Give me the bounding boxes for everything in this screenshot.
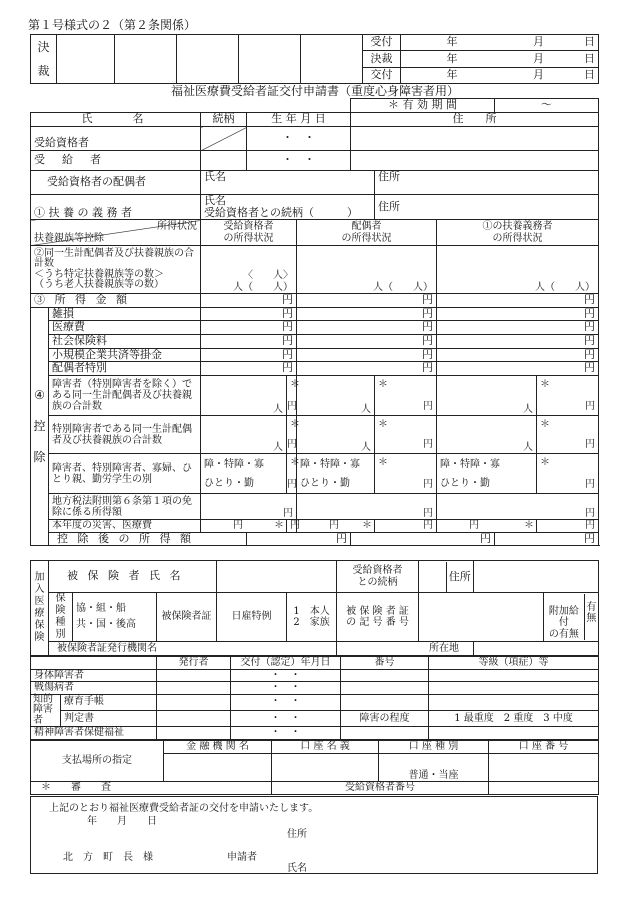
- relation-header: 続柄: [201, 113, 247, 127]
- eligible-address[interactable]: [351, 127, 599, 151]
- declaration-box: 上記のとおり福祉医療費受給者証の交付を申請いたします。 年 月 日 住所 北 方 町 長 様 申請者 氏名: [30, 796, 598, 874]
- handicap-table: 発行者 交付（認定）年月日 番号 等級（項症）等 身体障害者 ・ ・ 戦傷病者 ・ ・ 知的 障害者 療育手帳 ・ ・ 判定書 ・ ・ 障害の程度 1 最重度 2 重度 3 中度 精神障害者保健福祉 ・ ・: [30, 656, 599, 740]
- recipient-label: 受 給 者: [31, 151, 201, 171]
- insured-address-field[interactable]: [474, 561, 599, 593]
- main-form: ＊ 有 効 期 間 ～ 氏 名 続柄 生 年 月 日 住 所 受給資格者 ・ ・ 受 給 者 ・ ・ 受給資格者の配偶者 氏名 住所 ① 扶 養 の 義 務 者 氏名 受給資格者との続柄（ ） 住所 所得状況 扶養親族等控除 受給資格者 の所得状況 配偶者 の所得状況 ①の扶養義務者 の所得状況 ②同一生計配偶者及び扶養親族の合計数 ＜うち特定扶養親族等の数＞ （うち老人扶養親族等の数） 〈 人〉 人（ 人） 人（ 人） 人（ 人） ③ 所 得 金 額 円 円 円 ④ 控 除 雑損 円 円 円 医療費 円 円 円 社会保険料 円 円 円 小規模企業共済等掛金 円 円 円 配偶者特別 円 円 円 障害者（特別障害者を除く）である同一生計配偶者及び扶養親族の合計数 人 ＊ 円 人 ＊ 円 人 ＊ 円 特別障害者である同一生計配偶者及び扶養親族の合計数 人 ＊ 円 人 ＊ 円 人 ＊ 円 障害者、特別障害者、寡婦、ひとり親、勤労学生の別 障・特障・寡 ひとり・勤 ＊ 円 障・特障・寡 ひとり・勤 ＊ 円 障・特障・寡 ひとり・勤 ＊ 円 地方税法附則第６条第１項の免除に係る所得額 円 円 円 本年度の災害、医療費 円 ＊ 円 円 ＊ 円 円 ＊ 円 控 除 後 の 所 得 額 円 円 円: [30, 98, 599, 546]
- card-number-field[interactable]: [419, 593, 544, 642]
- approval-table: 決 裁 受付 年 月 日 決裁 年 月 日 交付 年 月 日: [30, 34, 599, 84]
- insurance-table: 加 入 医 療 保 険 被 保 険 者 氏 名 受給資格者 との続柄 住所 保 険 種 別 協・組・船 共・国・後高 被保険者証 日雇特例 1 本人 2 家族 被 保 険 者 証 の 記 号 番 号 附加給付 の有無 有 無 被保険者証発行機関名 所在地: [30, 560, 599, 656]
- approval-label: 決 裁: [31, 35, 57, 84]
- income-header-cell: 所得状況 扶養親族等控除: [31, 220, 201, 246]
- insured-name-field[interactable]: [217, 561, 337, 593]
- dob-header: 生 年 月 日: [247, 113, 351, 127]
- after-deduction-label: 控 除 後 の 所 得 額: [49, 532, 247, 546]
- received-label: 受付: [363, 35, 401, 51]
- dependents-label: ②同一生計配偶者及び扶養親族の合計数 ＜うち特定扶養親族等の数＞ （うち老人扶養親族等の数）: [31, 246, 201, 294]
- form-title: 福祉医療費受給者証交付申請書（重度心身障害者用）: [170, 84, 459, 98]
- supporter-label: ① 扶 養 の 義 務 者: [31, 195, 201, 220]
- eligible-label: 受給資格者: [31, 127, 201, 151]
- form-number: 第１号様式の２（第２条関係）: [28, 18, 197, 32]
- validity-period[interactable]: ～: [495, 99, 599, 113]
- deduction-side-label: ④ 控 除: [31, 307, 49, 545]
- address-header: 住 所: [351, 113, 599, 127]
- payment-table: 支払場所の指定 金 融 機 関 名 口 座 名 義 口 座 種 別 口 座 番 号 普通・当座 ＊ 審 査 受給資格者番号: [30, 740, 599, 795]
- decided-label: 決裁: [363, 51, 401, 67]
- insurance-side-label: 加 入 医 療 保 険: [31, 561, 49, 656]
- income-amount-label: ③ 所 得 金 額: [31, 294, 201, 308]
- issued-label: 交付: [363, 67, 401, 83]
- validity-label: ＊ 有 効 期 間: [351, 99, 495, 113]
- name-header: 氏 名: [31, 113, 201, 127]
- recipient-address[interactable]: [351, 151, 599, 171]
- spouse-label: 受給資格者の配偶者: [31, 171, 201, 195]
